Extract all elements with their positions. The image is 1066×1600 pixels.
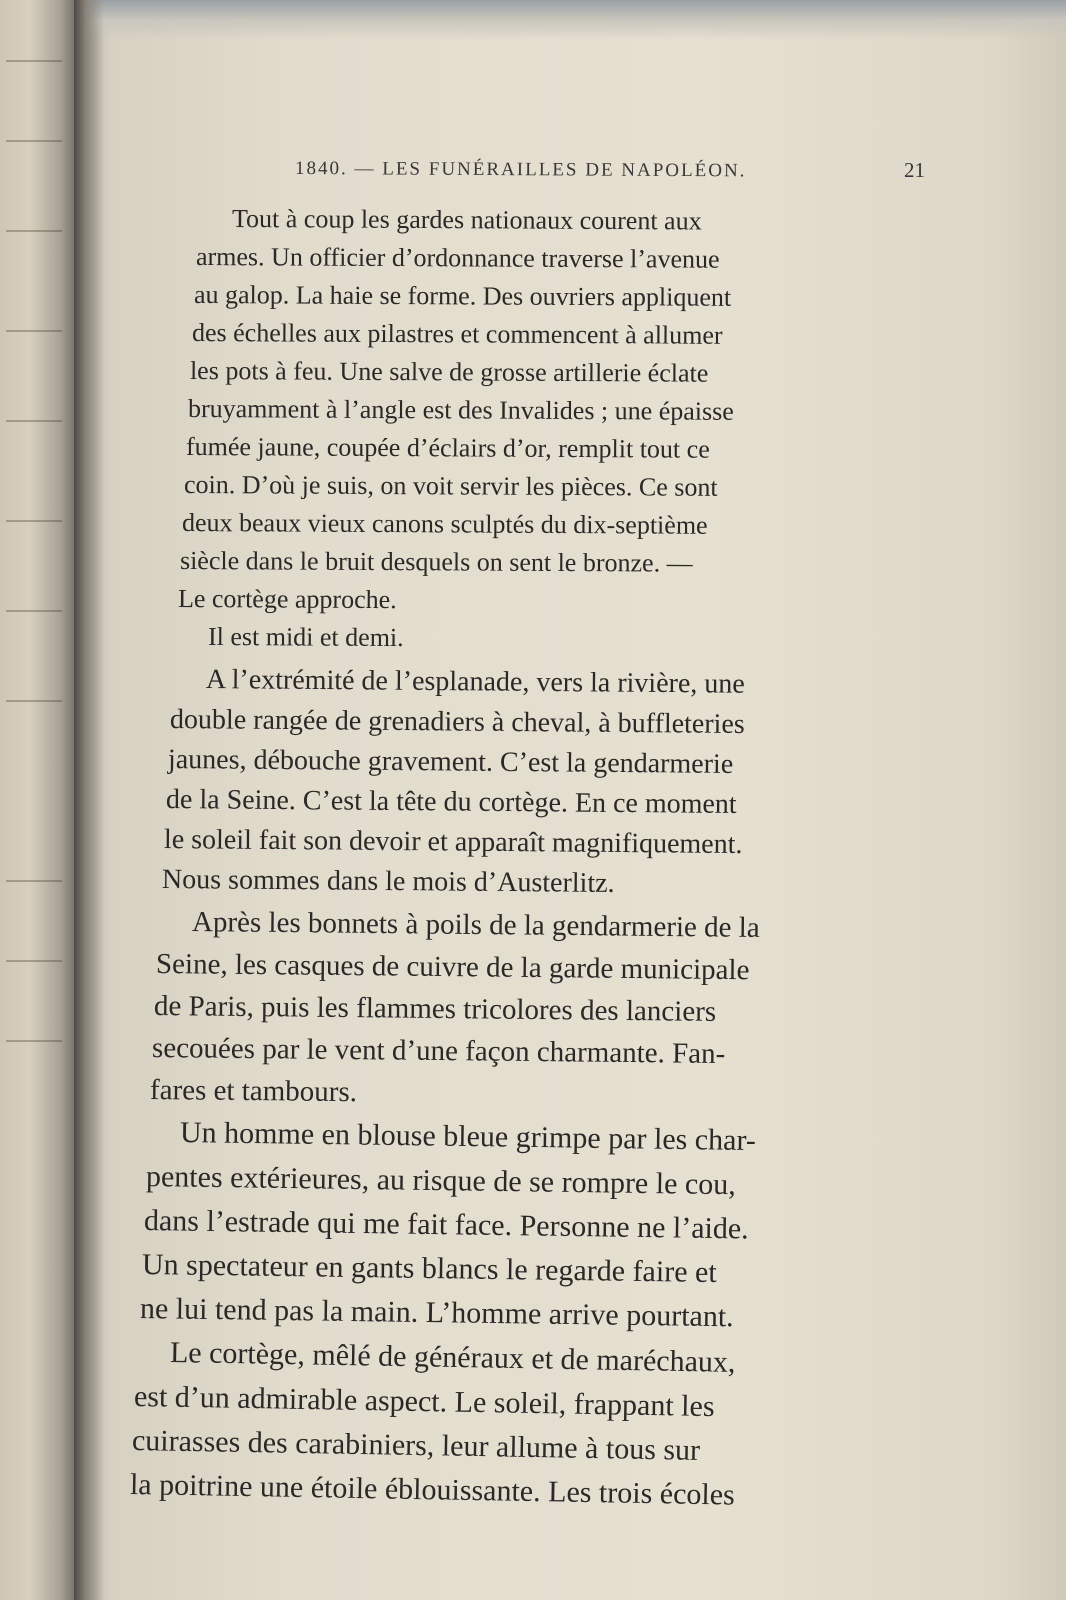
text-line: Un homme en blouse bleue grimpe par les char- [179,1116,757,1158]
text-line: jaunes, débouche gravement. C’est la gendarmerie [167,744,734,780]
text-line: coin. D’où je suis, on voit servir les pièces. Ce sont [183,470,718,502]
left-page-text-fragment [6,1040,62,1042]
text-line: deux beaux vieux canons sculptés du dix-septième [181,508,708,540]
left-page-text-fragment [6,520,62,522]
text-line: Le cortège approche. [177,584,397,615]
text-line: double rangée de grenadiers à cheval, à buffleteries [169,704,745,741]
text-line: cuirasses des carabiniers, leur allume à tous sur [131,1424,701,1467]
left-page-text-fragment [6,960,62,962]
text-line: est d’un admirable aspect. Le soleil, frappant les [133,1380,715,1424]
text-line: de la Seine. C’est la tête du cortège. En ce moment [165,784,737,820]
text-line: les pots à feu. Une salve de grosse artillerie éclate [189,356,709,388]
text-line: pentes extérieures, au risque de se rompre le cou, [145,1160,736,1202]
text-line: Un spectateur en gants blancs le regarde faire et [141,1248,717,1290]
book-gutter [74,0,104,1600]
text-line: Il est midi et demi. [207,622,404,653]
top-shadow [0,0,1066,40]
page-number: 21 [904,158,925,182]
left-page-text-fragment [6,420,62,422]
text-line: fumée jaune, coupée d’éclairs d’or, remplit tout ce [185,432,710,464]
text-line: fares et tambours. [149,1074,358,1109]
running-title: 1840. — LES FUNÉRAILLES DE NAPOLÉON. [294,158,747,182]
text-line: Seine, les casques de cuivre de la garde municipale [155,948,750,987]
text-line: dans l’estrade qui me fait face. Personne ne l’aide. [143,1204,749,1246]
text-line: ne lui tend pas la main. L’homme arrive pourtant. [139,1292,734,1334]
text-line: Nous sommes dans le mois d’Austerlitz. [161,864,615,899]
left-page-edge [0,0,78,1600]
left-page-text-fragment [6,700,62,702]
text-line: Le cortège, mêlé de généraux et de maréchaux, [169,1336,736,1379]
left-page-text-fragment [6,610,62,612]
text-line: siècle dans le bruit desquels on sent le bronze. — [179,546,693,578]
text-line: des échelles aux pilastres et commencent à allumer [191,318,723,350]
left-page-text-fragment [6,880,62,882]
text-line: A l’extrémité de l’esplanade, vers la rivière, une [205,664,745,700]
text-line: secouées par le vent d’une façon charmante. Fan- [151,1032,726,1071]
left-page-text-fragment [6,140,62,142]
text-line: la poitrine une étoile éblouissante. Les trois écoles [129,1468,736,1512]
left-page-text-fragment [6,60,62,62]
text-line: le soleil fait son devoir et apparaît magnifiquement. [163,824,743,861]
text-line: au galop. La haie se forme. Des ouvriers appliquent [193,280,732,312]
text-line: armes. Un officier d’ordonnance traverse l’avenue [195,242,720,274]
text-line: bruyamment à l’angle est des Invalides ; une épaisse [187,394,734,426]
left-page-text-fragment [6,230,62,232]
text-line: de Paris, puis les flammes tricolores des lanciers [153,990,717,1028]
text-line: Tout à coup les gardes nationaux courent aux [231,204,702,236]
text-line: Après les bonnets à poils de la gendarmerie de la [191,906,760,944]
left-page-text-fragment [6,330,62,332]
page-header [195,158,925,188]
